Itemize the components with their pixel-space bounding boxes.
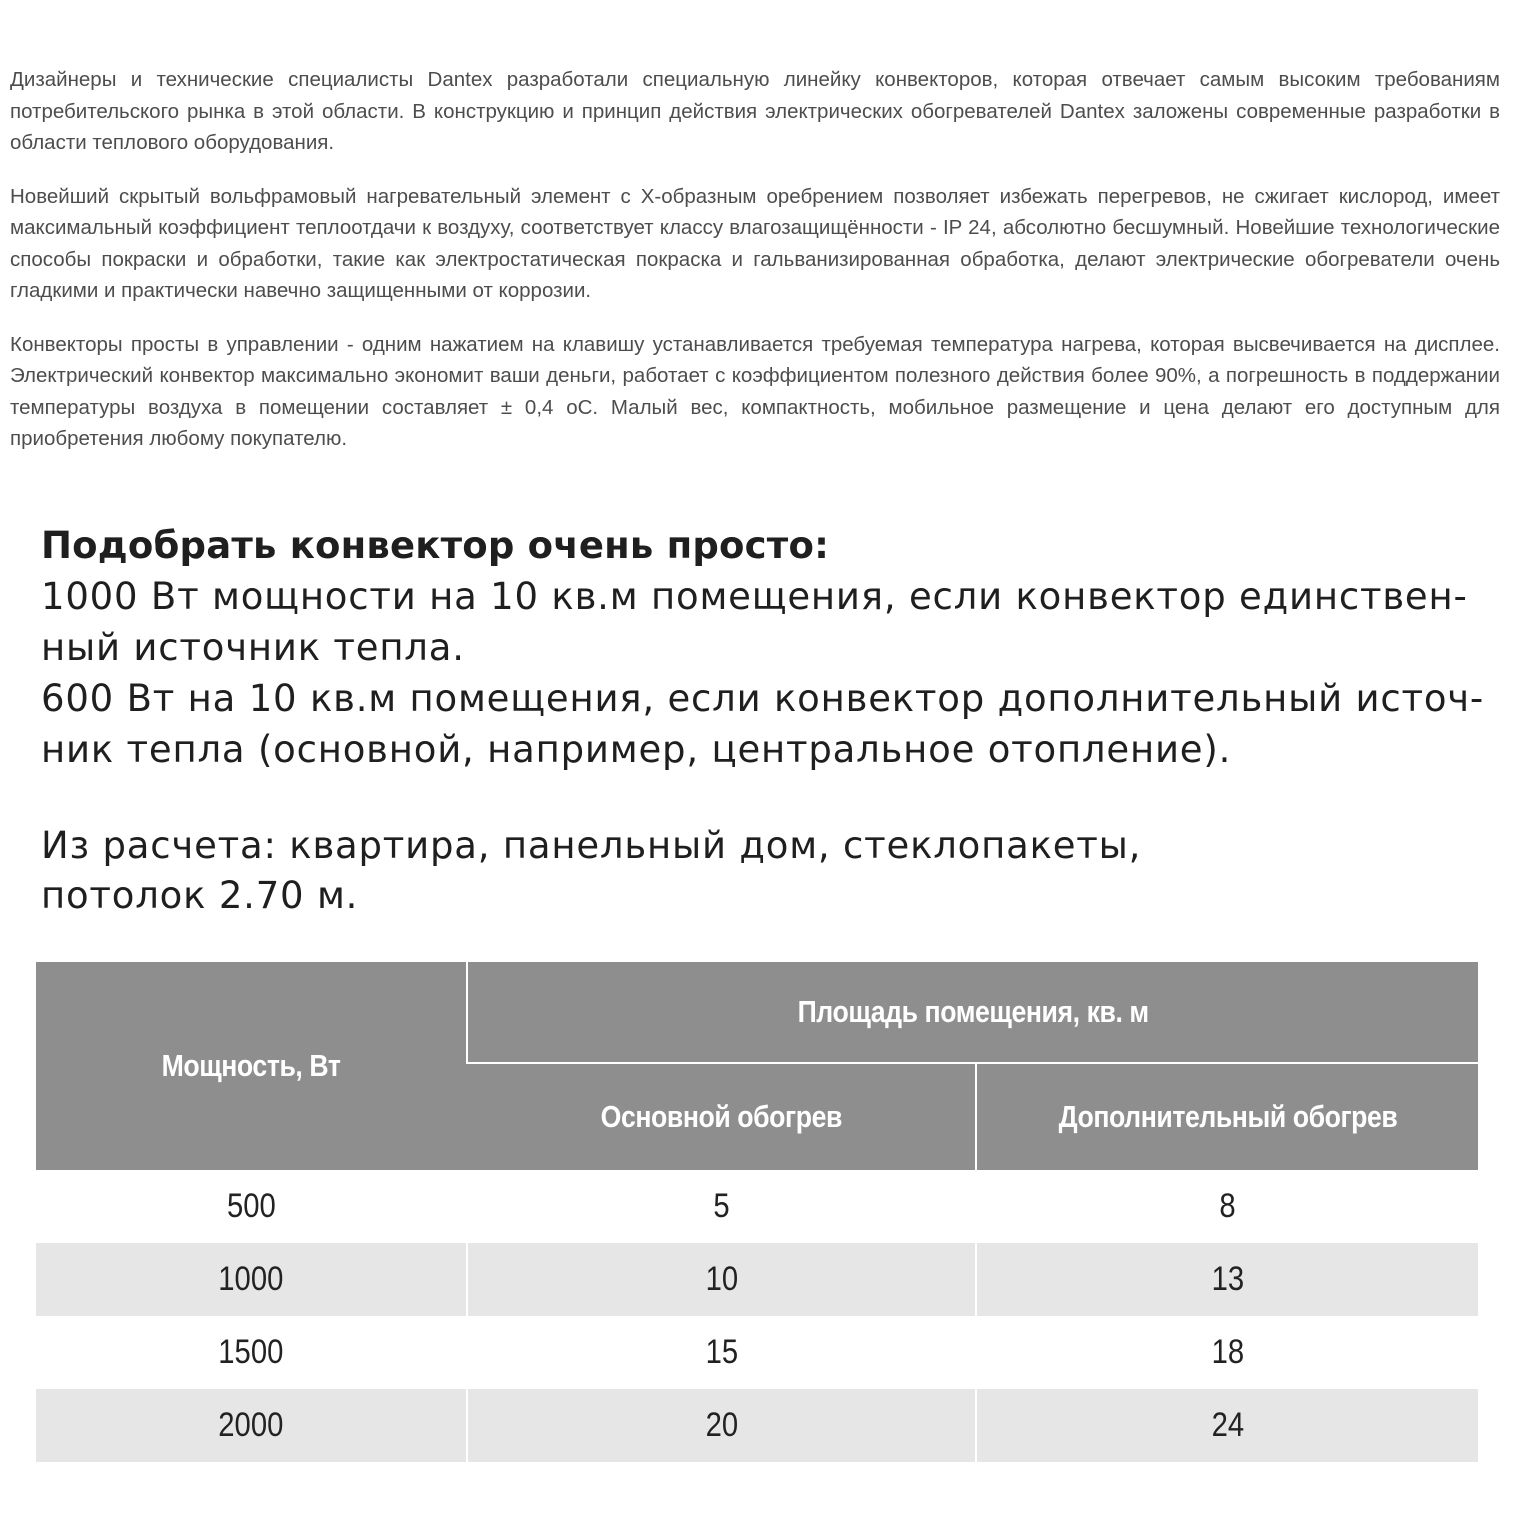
header-main-heating — [467, 1063, 976, 1170]
header-main-label: Основной обогрев — [600, 1099, 842, 1134]
cell-additional-value: 18 — [1211, 1333, 1244, 1371]
cell-additional — [976, 1170, 1478, 1243]
table-row — [36, 1170, 1478, 1243]
header-additional-label: Дополнительный обогрев — [1058, 1099, 1397, 1134]
header-additional-heating — [976, 1063, 1478, 1170]
cell-power-value: 500 — [226, 1187, 276, 1225]
cell-additional-value: 13 — [1211, 1260, 1244, 1298]
selection-line: ный источник тепла. — [41, 626, 465, 669]
cell-power — [36, 1316, 467, 1389]
cell-power-value: 1000 — [218, 1260, 284, 1298]
cell-power-value: 1500 — [218, 1333, 284, 1371]
calculation-note — [41, 821, 1481, 921]
intro-paragraph: Конвекторы просты в управлении - одним нажатием на клавишу устанавливается требуемая температура нагрева, которая высвечивается на дисплее. Электрический конвектор максимально экономит ваши деньги, работает с коэффициентом полезного действия более 90%, а погрешность в поддержании температуры воздуха в помещении составляет ± 0,4 оС. Малый вес, компактность, мобильное размещение и цена делают его доступным для приобретения любому покупателю. — [10, 332, 1500, 450]
intro-paragraph: Дизайнеры и технические специалисты Dantex разработали специальную линейку конвекторов, которая отвечает самым высоким требованиям потребительского рынка в этой области. В конструкцию и принцип действия электрических обогревателей Dantex заложены современные разработки в области теплового оборудования. — [10, 68, 1500, 154]
table-row — [36, 1243, 1478, 1316]
cell-main-value: 5 — [713, 1187, 730, 1225]
table-header-row — [36, 962, 1478, 1063]
cell-power-value: 2000 — [218, 1406, 284, 1444]
cell-power — [36, 1389, 467, 1462]
intro-paragraph: Новейший скрытый вольфрамовый нагревательный элемент с X-образным оребрением позволяет избежать перегревов, не сжигает кислород, имеет максимальный коэффициент теплоотдачи к воздуху, соответствует классу влагозащищённости - IP 24, абсолютно бесшумный. Новейшие технологические способы покраски и обработки, такие как электростатическая покраска и гальванизированная обработка, делают электрические обогреватели очень гладкими и практически навечно защищенными от коррозии. — [10, 184, 1500, 302]
header-power-label: Мощность, Вт — [161, 1048, 341, 1083]
cell-additional — [976, 1316, 1478, 1389]
selection-guide — [41, 520, 1485, 775]
cell-additional — [976, 1389, 1478, 1462]
cell-main — [467, 1243, 976, 1316]
table-row — [36, 1389, 1478, 1462]
cell-main-value: 15 — [705, 1333, 738, 1371]
intro-text — [10, 64, 1500, 477]
header-area — [467, 962, 1478, 1063]
cell-main — [467, 1170, 976, 1243]
cell-additional-value: 24 — [1211, 1406, 1244, 1444]
cell-main — [467, 1389, 976, 1462]
cell-main — [467, 1316, 976, 1389]
cell-power — [36, 1243, 467, 1316]
calculation-line: потолок 2.70 м. — [41, 874, 359, 917]
calculation-line: Из расчета: квартира, панельный дом, стеклопакеты, — [41, 824, 1142, 867]
cell-main-value: 20 — [705, 1406, 738, 1444]
power-area-table — [36, 962, 1478, 1462]
cell-additional-value: 8 — [1219, 1187, 1236, 1225]
table-row — [36, 1316, 1478, 1389]
header-power — [36, 962, 467, 1170]
cell-power — [36, 1170, 467, 1243]
cell-additional — [976, 1243, 1478, 1316]
selection-line: 600 Вт на 10 кв.м помещения, если конвектор дополнительный источ- — [41, 677, 1485, 720]
selection-heading: Подобрать конвектор очень просто: — [41, 524, 830, 567]
selection-line: ник тепла (основной, например, центральное отопление). — [41, 728, 1232, 771]
cell-main-value: 10 — [705, 1260, 738, 1298]
header-area-label: Площадь помещения, кв. м — [797, 994, 1149, 1029]
selection-line: 1000 Вт мощности на 10 кв.м помещения, если конвектор единствен- — [41, 575, 1468, 618]
